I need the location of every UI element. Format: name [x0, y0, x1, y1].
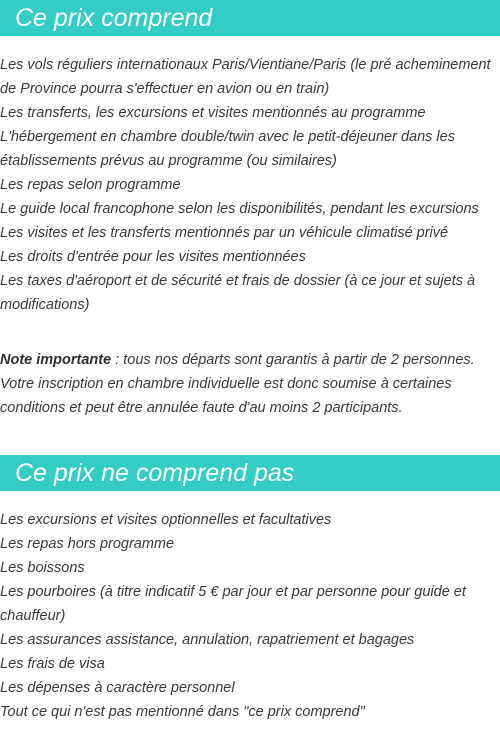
list-item: Les vols réguliers internationaux Paris/Vientiane/Paris (le pré acheminement de Province pourra s'effectuer en avion ou en train)	[0, 57, 491, 97]
section-title-excluded: Ce prix ne comprend pas	[15, 459, 295, 487]
list-item: Les visites et les transferts mentionnés par un véhicule climatisé privé	[0, 225, 449, 241]
section-header-included	[0, 0, 500, 36]
list-item: Les dépenses à caractère personnel	[0, 680, 235, 696]
list-item: Les taxes d'aéroport et de sécurité et frais de dossier (à ce jour et sujets à modifications)	[0, 273, 476, 313]
list-item: Les droits d'entrée pour les visites mentionnées	[0, 249, 306, 265]
note-text: : tous nos départs sont garantis à partir de 2 personnes. Votre inscription en chambre individuelle est donc soumise à certaines conditions et peut être annulée faute d'au moins 2 participants.	[0, 351, 475, 416]
list-item: L'hébergement en chambre double/twin avec le petit-déjeuner dans les établissements prévus au programme (ou similaires)	[0, 129, 455, 169]
excluded-list	[0, 508, 498, 724]
list-item: Les pourboires (à titre indicatif 5 € par jour et par personne pour guide et chauffeur)	[0, 584, 466, 624]
list-item: Les assurances assistance, annulation, rapatriement et bagages	[0, 632, 415, 648]
section-title-included: Ce prix comprend	[15, 4, 213, 32]
list-item: Les transferts, les excursions et visites mentionnés au programme	[0, 105, 426, 121]
list-item: Tout ce qui n'est pas mentionné dans "ce prix comprend"	[0, 704, 365, 720]
important-note	[0, 348, 499, 420]
included-list	[0, 53, 498, 317]
list-item: Le guide local francophone selon les disponibilités, pendant les excursions	[0, 201, 479, 217]
list-item: Les excursions et visites optionnelles et facultatives	[0, 512, 332, 528]
list-item: Les repas hors programme	[0, 536, 175, 552]
section-header-excluded	[0, 455, 500, 491]
list-item: Les frais de visa	[0, 656, 105, 672]
list-item: Les repas selon programme	[0, 177, 181, 193]
list-item: Les boissons	[0, 560, 85, 576]
note-label: Note importante	[0, 351, 112, 368]
